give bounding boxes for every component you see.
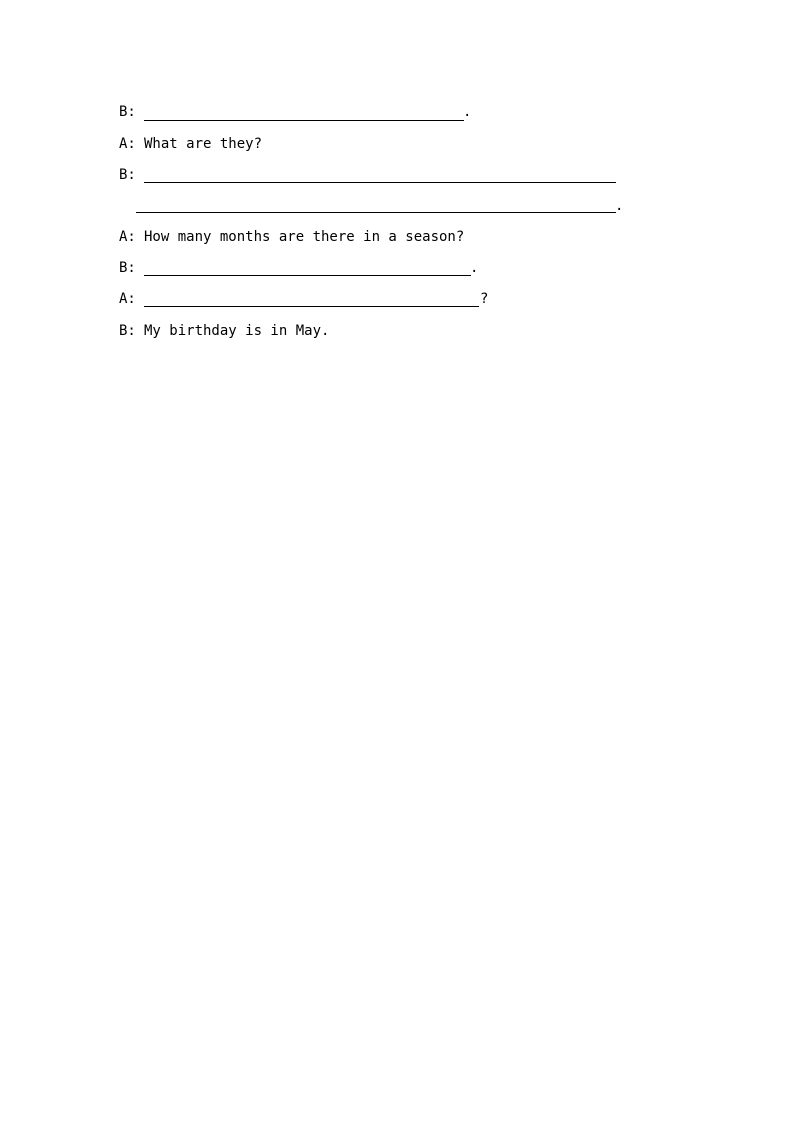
- dialogue-line-6: [119, 258, 144, 278]
- line-end-punctuation: .: [470, 260, 479, 276]
- dialogue-line-1: [119, 102, 144, 122]
- answer-blank[interactable]: [144, 120, 464, 121]
- speaker-label: A:: [119, 291, 136, 307]
- line-end-punctuation: .: [463, 104, 472, 120]
- dialogue-text: How many months are there in a season?: [144, 229, 465, 245]
- dialogue-line-3: [119, 165, 144, 185]
- speaker-label: B:: [119, 260, 136, 276]
- dialogue-line-7: [119, 289, 144, 309]
- dialogue-line-5: [119, 227, 464, 247]
- line-end-punctuation: ?: [480, 291, 489, 307]
- speaker-label: B:: [119, 104, 136, 120]
- dialogue-text: My birthday is in May.: [144, 323, 330, 339]
- answer-blank[interactable]: [144, 306, 479, 307]
- speaker-label: A:: [119, 229, 136, 245]
- dialogue-line-2: [119, 134, 262, 154]
- dialogue-line-8: [119, 321, 329, 341]
- answer-blank-continuation[interactable]: [136, 212, 616, 213]
- speaker-label: A:: [119, 136, 136, 152]
- dialogue-text: What are they?: [144, 136, 263, 152]
- speaker-label: B:: [119, 167, 136, 183]
- speaker-label: B:: [119, 323, 136, 339]
- answer-blank[interactable]: [144, 182, 616, 183]
- line-end-punctuation: .: [615, 198, 624, 214]
- answer-blank[interactable]: [144, 275, 471, 276]
